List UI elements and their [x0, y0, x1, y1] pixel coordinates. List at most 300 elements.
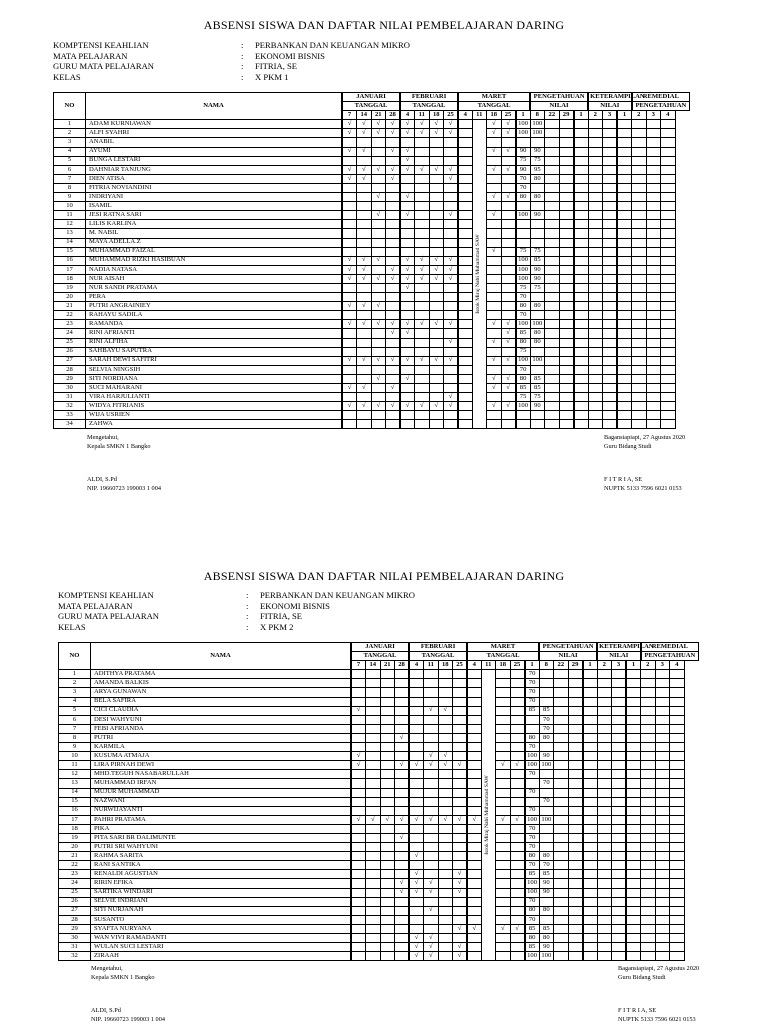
score-cell	[641, 897, 656, 906]
attendance-cell	[386, 156, 401, 165]
score-cell	[568, 806, 583, 815]
attendance-cell	[386, 283, 401, 292]
score-cell	[568, 924, 583, 933]
score-cell	[583, 879, 598, 888]
score-cell	[655, 715, 670, 724]
attendance-check: √	[501, 329, 516, 338]
attendance-cell	[386, 220, 401, 229]
score-cell	[632, 302, 647, 311]
header-score-col: 1	[617, 111, 632, 120]
student-no: 27	[54, 356, 86, 365]
score-cell	[525, 715, 540, 724]
table-body	[54, 120, 690, 429]
student-no: 2	[59, 679, 91, 688]
attendance-cell	[409, 679, 424, 688]
attendance-cell	[429, 311, 444, 320]
attendance-check: √	[487, 129, 502, 138]
attendance-check: √	[400, 120, 415, 129]
sheet-title: ABSENSI SISWA DAN DAFTAR NILAI PEMBELAJARAN DARING	[203, 18, 565, 32]
header-remedial: REMEDIAL	[641, 643, 699, 652]
score-cell	[568, 715, 583, 724]
attendance-cell	[496, 934, 511, 943]
student-name: ANABIL	[86, 138, 343, 147]
attendance-cell	[496, 715, 511, 724]
attendance-cell	[438, 724, 453, 733]
student-name: PERA	[86, 293, 343, 302]
student-name: RAMANDA	[86, 320, 343, 329]
header-pengetahuan: PENGETAHUAN	[641, 652, 699, 661]
score-cell: 95	[530, 165, 545, 174]
header-pengetahuan: PENGETAHUAN	[539, 643, 597, 652]
score-cell: 100	[516, 129, 531, 138]
attendance-cell	[415, 211, 430, 220]
attendance-cell	[467, 843, 481, 852]
header-score-col: 4	[661, 111, 676, 120]
header-day: 11	[481, 661, 496, 670]
attendance-cell	[380, 852, 395, 861]
student-no: 30	[54, 384, 86, 393]
student-row	[54, 329, 690, 338]
attendance-cell	[415, 374, 430, 383]
attendance-check: √	[429, 265, 444, 274]
attendance-check: √	[371, 193, 386, 202]
score-cell	[641, 879, 656, 888]
score-cell	[545, 374, 560, 383]
score-cell	[545, 302, 560, 311]
score-cell	[559, 220, 574, 229]
score-cell	[661, 174, 676, 183]
score-cell	[646, 356, 661, 365]
attendance-cell	[458, 211, 472, 220]
score-cell	[597, 870, 612, 879]
student-name: NUR SANDI PRATAMA	[86, 283, 343, 292]
score-cell	[545, 411, 560, 420]
attendance-check: √	[395, 879, 410, 888]
attendance-cell	[371, 147, 386, 156]
attendance-cell	[371, 393, 386, 402]
score-cell	[574, 229, 589, 238]
attendance-cell	[342, 202, 357, 211]
attendance-cell	[458, 283, 472, 292]
student-row	[59, 752, 699, 761]
score-cell	[626, 761, 641, 770]
student-row	[54, 356, 690, 365]
attendance-cell	[438, 861, 453, 870]
student-no: 1	[54, 120, 86, 129]
attendance-check: √	[409, 888, 424, 897]
score-cell: 80	[539, 852, 554, 861]
header-day: 28	[386, 111, 401, 120]
attendance-cell	[366, 733, 381, 742]
student-row	[59, 770, 699, 779]
score-cell	[670, 952, 685, 961]
attendance-cell	[395, 952, 410, 961]
score-cell	[559, 320, 574, 329]
attendance-grade-table	[53, 92, 690, 429]
score-cell	[583, 815, 598, 824]
attendance-cell	[453, 688, 468, 697]
attendance-cell	[351, 924, 366, 933]
attendance-cell	[444, 374, 459, 383]
score-cell	[661, 393, 676, 402]
student-name: ADITHYA PRATAMA	[91, 670, 352, 679]
score-cell	[626, 934, 641, 943]
score-cell	[612, 770, 627, 779]
score-cell	[632, 193, 647, 202]
header-score-col: 1	[626, 661, 641, 670]
score-cell: 75	[530, 283, 545, 292]
score-cell	[545, 293, 560, 302]
attendance-cell	[467, 706, 481, 715]
attendance-cell	[510, 824, 525, 833]
score-cell: 100	[516, 211, 531, 220]
attendance-check: √	[386, 384, 401, 393]
student-no: 7	[59, 724, 91, 733]
score-cell	[632, 365, 647, 374]
attendance-cell	[510, 679, 525, 688]
score-cell	[612, 833, 627, 842]
attendance-check: √	[496, 761, 511, 770]
score-cell	[588, 365, 603, 374]
score-cell	[641, 888, 656, 897]
attendance-cell	[501, 202, 516, 211]
score-cell	[632, 202, 647, 211]
attendance-cell	[453, 788, 468, 797]
score-cell	[646, 138, 661, 147]
score-cell	[597, 770, 612, 779]
attendance-check: √	[501, 356, 516, 365]
score-cell	[661, 329, 676, 338]
score-cell	[661, 293, 676, 302]
student-no: 24	[54, 329, 86, 338]
score-cell	[568, 679, 583, 688]
attendance-cell	[496, 788, 511, 797]
score-cell	[554, 843, 569, 852]
attendance-cell	[424, 861, 439, 870]
attendance-cell	[424, 688, 439, 697]
score-cell	[559, 384, 574, 393]
score-cell: 80	[530, 174, 545, 183]
attendance-cell	[487, 274, 502, 283]
attendance-check: √	[400, 211, 415, 220]
score-cell	[588, 229, 603, 238]
score-cell	[539, 670, 554, 679]
score-cell	[603, 420, 618, 429]
score-cell	[632, 147, 647, 156]
score-cell	[588, 238, 603, 247]
score-cell: 80	[539, 906, 554, 915]
score-cell	[568, 943, 583, 952]
student-row	[54, 247, 690, 256]
attendance-cell	[496, 861, 511, 870]
score-cell: 70	[525, 770, 540, 779]
attendance-cell	[386, 374, 401, 383]
header-score-col: 3	[612, 661, 627, 670]
attendance-cell	[395, 724, 410, 733]
attendance-check: √	[444, 211, 459, 220]
attendance-cell	[424, 824, 439, 833]
attendance-cell	[429, 411, 444, 420]
attendance-cell	[501, 347, 516, 356]
header-day: 25	[444, 111, 459, 120]
attendance-check: √	[386, 329, 401, 338]
student-no: 3	[59, 688, 91, 697]
student-no: 8	[59, 733, 91, 742]
attendance-cell	[395, 906, 410, 915]
attendance-cell	[501, 302, 516, 311]
header-day: 4	[409, 661, 424, 670]
attendance-cell	[487, 156, 502, 165]
score-cell	[559, 356, 574, 365]
score-cell	[530, 138, 545, 147]
attendance-cell	[453, 861, 468, 870]
student-row	[54, 274, 690, 283]
score-cell	[574, 147, 589, 156]
score-cell	[597, 952, 612, 961]
score-cell	[646, 365, 661, 374]
student-name: ADAM KURNIAWAN	[86, 120, 343, 129]
attendance-cell	[458, 147, 472, 156]
header-januari: JANUARI	[342, 93, 400, 102]
attendance-cell	[366, 952, 381, 961]
score-cell	[646, 411, 661, 420]
attendance-check: √	[351, 706, 366, 715]
score-cell	[612, 697, 627, 706]
attendance-cell	[357, 183, 372, 192]
header-day: 4	[467, 661, 481, 670]
attendance-check: √	[415, 265, 430, 274]
attendance-cell	[496, 915, 511, 924]
student-no: 25	[59, 888, 91, 897]
attendance-cell	[366, 888, 381, 897]
attendance-cell	[415, 420, 430, 429]
score-cell	[574, 238, 589, 247]
attendance-cell	[458, 202, 472, 211]
score-cell	[603, 138, 618, 147]
attendance-cell	[510, 915, 525, 924]
score-cell	[626, 724, 641, 733]
score-cell	[641, 852, 656, 861]
score-cell	[597, 852, 612, 861]
score-cell: 100	[516, 274, 531, 283]
score-cell	[612, 943, 627, 952]
score-cell	[646, 238, 661, 247]
attendance-cell	[357, 374, 372, 383]
attendance-check: √	[386, 165, 401, 174]
attendance-cell	[501, 283, 516, 292]
attendance-cell	[510, 833, 525, 842]
score-cell: 80	[525, 934, 540, 943]
attendance-check: √	[386, 274, 401, 283]
attendance-cell	[386, 247, 401, 256]
attendance-cell	[357, 238, 372, 247]
score-cell	[597, 824, 612, 833]
attendance-check: √	[395, 833, 410, 842]
attendance-cell	[415, 202, 430, 211]
score-cell	[568, 797, 583, 806]
score-cell	[583, 852, 598, 861]
student-row	[59, 824, 699, 833]
score-cell	[603, 347, 618, 356]
score-cell	[554, 806, 569, 815]
score-cell	[568, 843, 583, 852]
score-cell	[670, 934, 685, 943]
attendance-cell	[458, 320, 472, 329]
score-cell	[626, 679, 641, 688]
info-row: KELAS : X PKM 1	[53, 71, 289, 82]
attendance-cell	[351, 906, 366, 915]
score-cell	[670, 679, 685, 688]
info-row: GURU MATA PELAJARAN : FITRIA, SE	[53, 61, 298, 72]
score-cell	[655, 879, 670, 888]
attendance-cell	[458, 338, 472, 347]
attendance-cell	[444, 302, 459, 311]
attendance-cell	[380, 906, 395, 915]
score-cell	[603, 374, 618, 383]
attendance-check: √	[342, 384, 357, 393]
score-cell	[641, 870, 656, 879]
attendance-cell	[444, 183, 459, 192]
student-name: SUSANTO	[91, 915, 352, 924]
score-cell	[646, 229, 661, 238]
score-cell	[554, 761, 569, 770]
attendance-check: √	[487, 320, 502, 329]
score-cell	[661, 138, 676, 147]
score-cell	[597, 733, 612, 742]
score-cell	[539, 915, 554, 924]
attendance-cell	[386, 256, 401, 265]
student-row	[59, 915, 699, 924]
attendance-cell	[409, 770, 424, 779]
score-cell	[559, 156, 574, 165]
score-cell	[559, 402, 574, 411]
header-day: 4	[400, 111, 415, 120]
score-cell: 100	[539, 952, 554, 961]
attendance-cell	[429, 193, 444, 202]
attendance-cell	[400, 183, 415, 192]
attendance-check: √	[429, 320, 444, 329]
student-row	[54, 365, 690, 374]
student-name: PUTRI ANGRAINIEY	[86, 302, 343, 311]
score-cell	[554, 879, 569, 888]
attendance-cell	[510, 688, 525, 697]
score-cell: 85	[516, 384, 531, 393]
attendance-cell	[380, 806, 395, 815]
attendance-cell	[400, 384, 415, 393]
score-cell	[655, 915, 670, 924]
score-cell	[554, 897, 569, 906]
score-cell	[617, 320, 632, 329]
attendance-check: √	[424, 952, 439, 961]
score-cell	[583, 733, 598, 742]
score-cell	[612, 779, 627, 788]
attendance-cell	[467, 888, 481, 897]
score-cell	[670, 870, 685, 879]
score-cell	[670, 852, 685, 861]
score-cell	[559, 211, 574, 220]
attendance-check: √	[510, 924, 525, 933]
attendance-cell	[467, 952, 481, 961]
attendance-cell	[458, 347, 472, 356]
score-cell	[545, 420, 560, 429]
attendance-cell	[438, 788, 453, 797]
attendance-check: √	[429, 402, 444, 411]
score-cell	[632, 356, 647, 365]
attendance-cell	[496, 706, 511, 715]
score-cell	[661, 129, 676, 138]
score-cell	[568, 733, 583, 742]
score-cell	[545, 320, 560, 329]
holiday-note	[472, 120, 487, 429]
attendance-cell	[366, 806, 381, 815]
attendance-check: √	[453, 761, 468, 770]
attendance-cell	[357, 411, 372, 420]
student-no: 1	[59, 670, 91, 679]
header-nilai: NILAI	[597, 652, 641, 661]
score-cell	[568, 934, 583, 943]
attendance-check: √	[487, 338, 502, 347]
student-no: 8	[54, 183, 86, 192]
header-row	[59, 643, 699, 652]
attendance-cell	[400, 365, 415, 374]
attendance-check: √	[487, 402, 502, 411]
attendance-cell	[380, 952, 395, 961]
score-cell	[626, 779, 641, 788]
score-cell	[655, 670, 670, 679]
attendance-cell	[496, 833, 511, 842]
attendance-cell	[351, 797, 366, 806]
attendance-cell	[467, 752, 481, 761]
attendance-check: √	[342, 129, 357, 138]
attendance-check: √	[357, 129, 372, 138]
score-cell	[661, 420, 676, 429]
score-cell	[583, 924, 598, 933]
student-no: 3	[54, 138, 86, 147]
attendance-cell	[438, 888, 453, 897]
holiday-note-text: Isrok Miraj Nabi Muhammad SAW	[484, 775, 491, 855]
student-name: SAHBAYU SAPUTRA	[86, 347, 343, 356]
score-cell	[597, 743, 612, 752]
header-tanggal: TANGGAL	[400, 102, 458, 111]
student-no: 9	[59, 743, 91, 752]
score-cell	[612, 806, 627, 815]
attendance-cell	[424, 797, 439, 806]
score-cell: 80	[516, 338, 531, 347]
score-cell	[559, 247, 574, 256]
attendance-cell	[351, 861, 366, 870]
score-cell	[617, 256, 632, 265]
attendance-cell	[438, 824, 453, 833]
score-cell	[583, 843, 598, 852]
attendance-cell	[458, 138, 472, 147]
attendance-cell	[351, 788, 366, 797]
attendance-cell	[487, 220, 502, 229]
attendance-cell	[395, 779, 410, 788]
attendance-cell	[438, 833, 453, 842]
attendance-cell	[386, 302, 401, 311]
attendance-check: √	[357, 302, 372, 311]
student-no: 14	[59, 788, 91, 797]
score-cell	[670, 770, 685, 779]
score-cell	[617, 274, 632, 283]
score-cell	[545, 156, 560, 165]
attendance-check: √	[424, 706, 439, 715]
attendance-check: √	[395, 761, 410, 770]
score-cell	[626, 861, 641, 870]
score-cell	[626, 806, 641, 815]
score-cell	[646, 274, 661, 283]
attendance-cell	[415, 138, 430, 147]
